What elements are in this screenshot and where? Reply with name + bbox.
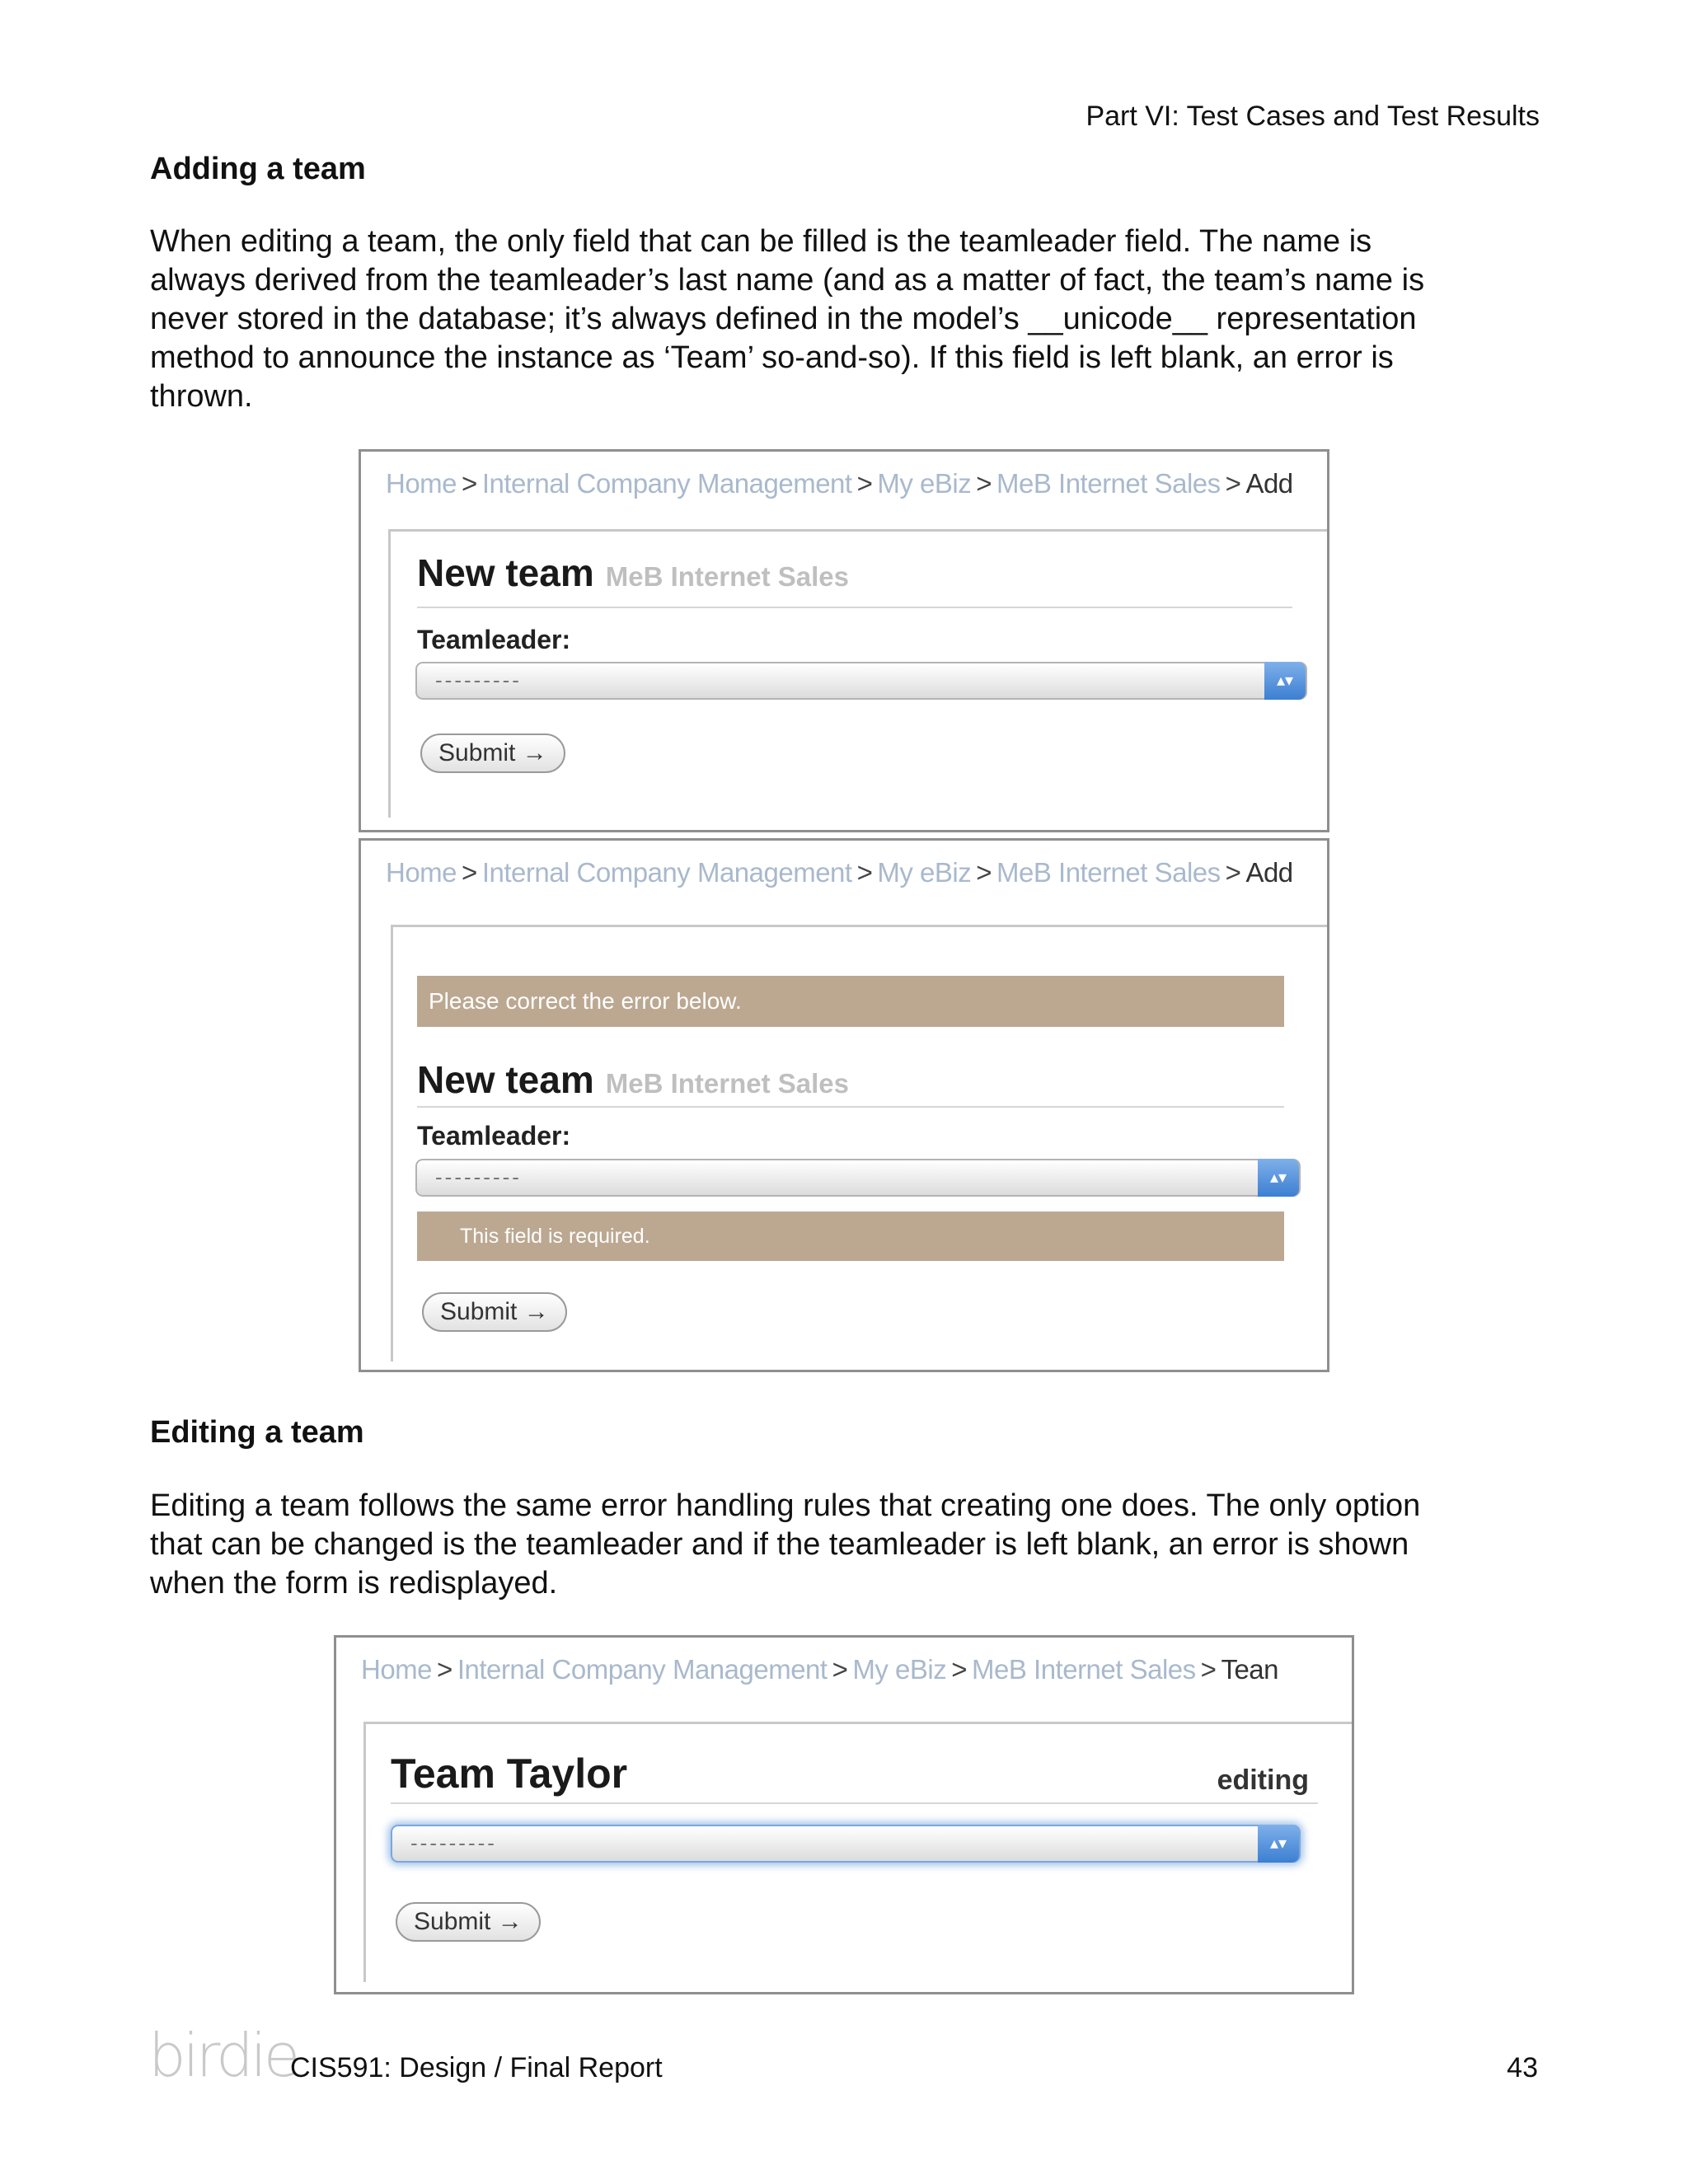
select-arrows-icon: ▴▾	[1264, 662, 1306, 700]
submit-button[interactable]: Submit →	[422, 1292, 567, 1332]
title-divider	[391, 1802, 1318, 1804]
paragraph-line: Editing a team follows the same error handling rules that creating one does. The only option	[150, 1488, 1421, 1523]
breadcrumb-home[interactable]: Home	[386, 857, 457, 888]
breadcrumb: Home > Internal Company Management > My eBiz > MeB Internet Sales > Add	[386, 468, 1293, 499]
page-title: Team Taylor	[391, 1750, 628, 1797]
section-title-editing: Editing a team	[150, 1415, 364, 1450]
page-number: 43	[1507, 2052, 1538, 2083]
error-banner: Please correct the error below.	[417, 976, 1284, 1027]
breadcrumb-my-ebiz[interactable]: My eBiz	[877, 468, 972, 499]
paragraph-line: that can be changed is the teamleader and if the teamleader is left blank, an error is shown	[150, 1527, 1409, 1562]
page-header: Part VI: Test Cases and Test Results	[1085, 101, 1540, 132]
breadcrumb-home[interactable]: Home	[361, 1654, 433, 1685]
birdie-logo: birdie	[148, 2021, 298, 2090]
select-value: ---------	[410, 1830, 497, 1855]
breadcrumb-internet-sales[interactable]: MeB Internet Sales	[996, 857, 1221, 888]
select-value: ---------	[435, 1165, 522, 1189]
breadcrumb-current: Tean	[1221, 1654, 1278, 1685]
field-error-message: This field is required.	[417, 1212, 1284, 1261]
page-title: New team MeB Internet Sales	[417, 1058, 850, 1101]
screenshot-edit-team	[334, 1635, 1354, 1994]
title-divider	[417, 1106, 1284, 1108]
paragraph-adding	[150, 223, 1551, 416]
select-arrows-icon: ▴▾	[1258, 1159, 1299, 1197]
paragraph-line: always derived from the teamleader’s last name (and as a matter of fact, the team’s name is	[150, 263, 1425, 298]
submit-button[interactable]: Submit →	[396, 1902, 541, 1942]
page-subtitle: MeB Internet Sales	[605, 1068, 850, 1099]
paragraph-line: thrown.	[150, 379, 253, 414]
breadcrumb-my-ebiz[interactable]: My eBiz	[877, 857, 972, 888]
breadcrumb: Home > Internal Company Management > My eBiz > MeB Internet Sales > Add	[386, 857, 1293, 888]
breadcrumb-current: Add	[1245, 468, 1293, 499]
page-subtitle: MeB Internet Sales	[605, 561, 850, 592]
breadcrumb-company-management[interactable]: Internal Company Management	[481, 857, 852, 888]
breadcrumb-company-management[interactable]: Internal Company Management	[457, 1654, 828, 1685]
paragraph-editing	[150, 1487, 1551, 1603]
screenshot-new-team-error	[359, 838, 1329, 1372]
breadcrumb-home[interactable]: Home	[386, 468, 457, 499]
teamleader-select[interactable]	[415, 1159, 1301, 1197]
footer-course: CIS591: Design / Final Report	[290, 2052, 663, 2083]
section-title-adding: Adding a team	[150, 152, 366, 186]
submit-button[interactable]: Submit →	[420, 733, 565, 773]
teamleader-label: Teamleader:	[417, 1121, 571, 1151]
paragraph-line: when the form is redisplayed.	[150, 1566, 558, 1601]
screenshot-new-team	[359, 449, 1329, 832]
paragraph-line: method to announce the instance as ‘Team’ so-and-so). If this field is left blank, an error is	[150, 340, 1394, 375]
page-title: New team MeB Internet Sales	[417, 551, 850, 594]
breadcrumb-current: Add	[1245, 857, 1293, 888]
paragraph-line: never stored in the database; it’s always defined in the model’s __unicode__ representation	[150, 302, 1417, 336]
breadcrumb-internet-sales[interactable]: MeB Internet Sales	[972, 1654, 1196, 1685]
teamleader-label: Teamleader:	[417, 625, 571, 654]
teamleader-select[interactable]	[415, 662, 1307, 700]
breadcrumb-my-ebiz[interactable]: My eBiz	[852, 1654, 947, 1685]
breadcrumb-company-management[interactable]: Internal Company Management	[481, 468, 852, 499]
paragraph-line: When editing a team, the only field that can be filled is the teamleader field. The name is	[150, 224, 1372, 259]
breadcrumb-internet-sales[interactable]: MeB Internet Sales	[996, 468, 1221, 499]
select-value: ---------	[435, 668, 522, 692]
editing-status: editing	[1217, 1765, 1309, 1796]
select-arrows-icon: ▴▾	[1258, 1825, 1299, 1863]
title-divider	[417, 607, 1292, 608]
teamleader-select[interactable]	[391, 1825, 1301, 1863]
breadcrumb: Home > Internal Company Management > My eBiz > MeB Internet Sales > Tean	[361, 1654, 1278, 1685]
